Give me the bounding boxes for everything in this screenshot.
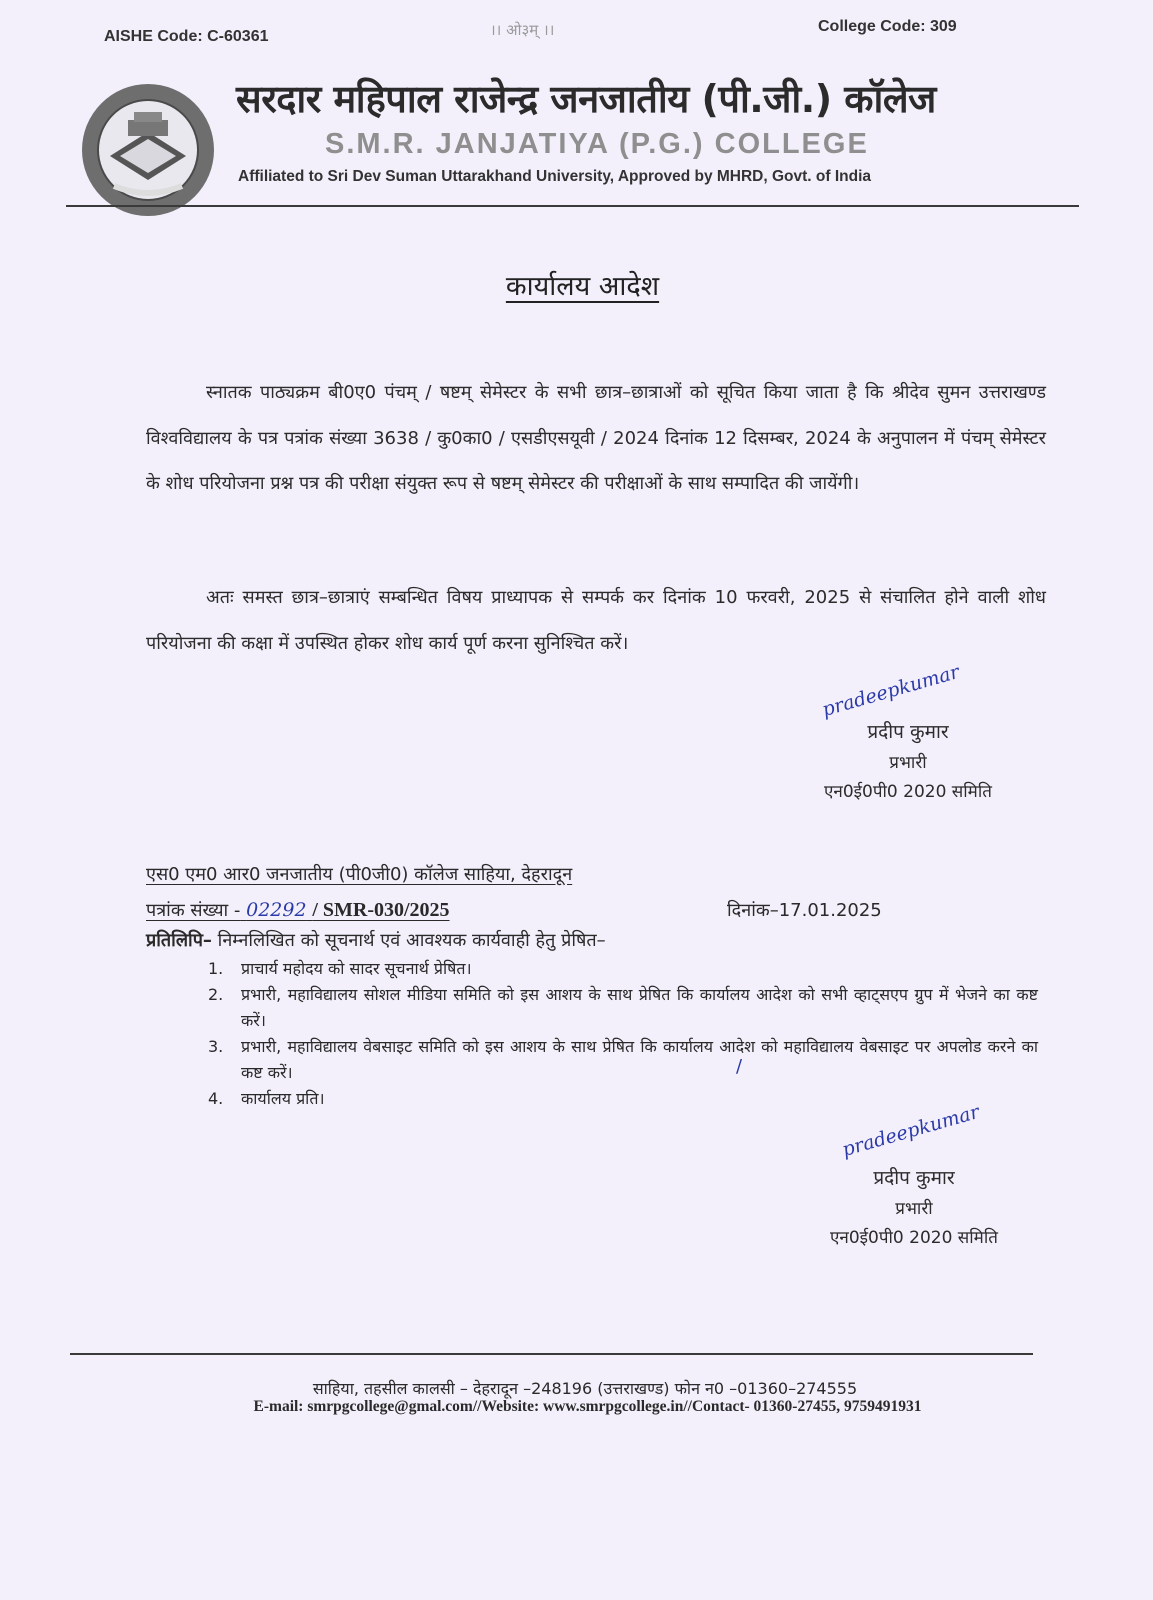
om-invocation: ।। ओ३म् ।। [490, 21, 555, 39]
copy-recipient-list [208, 956, 1038, 1112]
signatory-committee: एन0ई0पी0 2020 समिति [824, 782, 992, 802]
signature-scribble-1: pradeepkumar [819, 660, 962, 722]
signature-scribble-2: pradeepkumar [839, 1100, 982, 1162]
signatory-block-2 [814, 1164, 1014, 1248]
signatory-block-1 [808, 718, 1008, 802]
handwritten-letter-number: 02292 [246, 899, 307, 921]
copy-to-line: प्रतिलिपि– निम्नलिखित को सूचनार्थ एवं आवश्यक कार्यवाही हेतु प्रेषित– [146, 930, 606, 951]
letter-date: दिनांक–17.01.2025 [727, 900, 882, 921]
college-title-hindi: सरदार महिपाल राजेन्द्र जनजातीय (पी.जी.) कॉलेज [236, 77, 936, 121]
list-item: 4. कार्यालय प्रति। [208, 1089, 325, 1108]
header-divider [66, 205, 1079, 207]
signatory-name: प्रदीप कुमार [867, 721, 949, 743]
signatory-role: प्रभारी [895, 1199, 933, 1219]
college-code: College Code: 309 [818, 18, 957, 35]
ink-tick-mark: / [736, 1056, 743, 1077]
order-paragraph-1: स्नातक पाठ्यक्रम बी0ए0 पंचम् / षष्टम् सेमेस्टर के सभी छात्र–छात्राओं को सूचित किया जाता है कि श्रीदेव सुमन उत्तराखण्ड विश्वविद्यालय के पत्र पत्रांक संख्या 3638 / कु0का0 / एसडीएसयूवी / 2024 दिनांक 12 दिसम्बर, 2024 के अनुपालन में पंचम् सेमेस्टर के शोध परियोजना प्रश्न पत्र की परीक्षा संयुक्त रूप से षष्टम् सेमेस्टर की परीक्षाओं के साथ सम्पादित की जायेंगी। [146, 382, 1046, 494]
footer-address: साहिया, तहसील कालसी – देहरादून –248196 (उत्तराखण्ड) फोन न0 –01360–274555 [312, 1379, 858, 1398]
list-item: 2. प्रभारी, महाविद्यालय सोशल मीडिया समिति को इस आशय के साथ प्रेषित कि कार्यालय आदेश को सभी व्हाट्सएप ग्रुप में भेजने का कष्ट करें। [208, 985, 1038, 1030]
college-reference-line: एस0 एम0 आर0 जनजातीय (पी0जी0) कॉलेज साहिया, देहरादून [146, 864, 573, 885]
list-item: 1. प्राचार्य महोदय को सादर सूचनार्थ प्रेषित। [208, 959, 472, 978]
signatory-committee: एन0ई0पी0 2020 समिति [830, 1228, 998, 1248]
college-title-english: S.M.R. JANJATIYA (P.G.) COLLEGE [325, 128, 869, 160]
aishe-code: AISHE Code: C-60361 [104, 28, 269, 45]
signatory-name: प्रदीप कुमार [873, 1167, 955, 1189]
affiliation-text: Affiliated to Sri Dev Suman Uttarakhand University, Approved by MHRD, Govt. of India [238, 168, 872, 185]
letter-number: पत्रांक संख्या - 02292 / SMR-030/2025 [146, 899, 450, 921]
list-item: 3. प्रभारी, महाविद्यालय वेबसाइट समिति को इस आशय के साथ प्रेषित कि कार्यालय आदेश को महाविद्यालय वेबसाइट पर अपलोड करने का कष्ट करें। [208, 1037, 1038, 1082]
footer-divider [70, 1353, 1033, 1355]
order-heading: कार्यालय आदेश [505, 271, 660, 302]
college-logo [80, 82, 216, 218]
signatory-role: प्रभारी [889, 753, 927, 773]
footer-contact: E-mail: smrpgcollege@gmal.com//Website: www.smrpgcollege.in//Contact- 01360-27455, 9759491931 [253, 1398, 922, 1415]
order-paragraph-2: अतः समस्त छात्र–छात्राएं सम्बन्धित विषय प्राध्यापक से सम्पर्क कर दिनांक 10 फरवरी, 2025 से संचालित होने वाली शोध परियोजना की कक्षा में उपस्थित होकर शोध कार्य पूर्ण करना सुनिश्चित करें। [146, 587, 1046, 654]
